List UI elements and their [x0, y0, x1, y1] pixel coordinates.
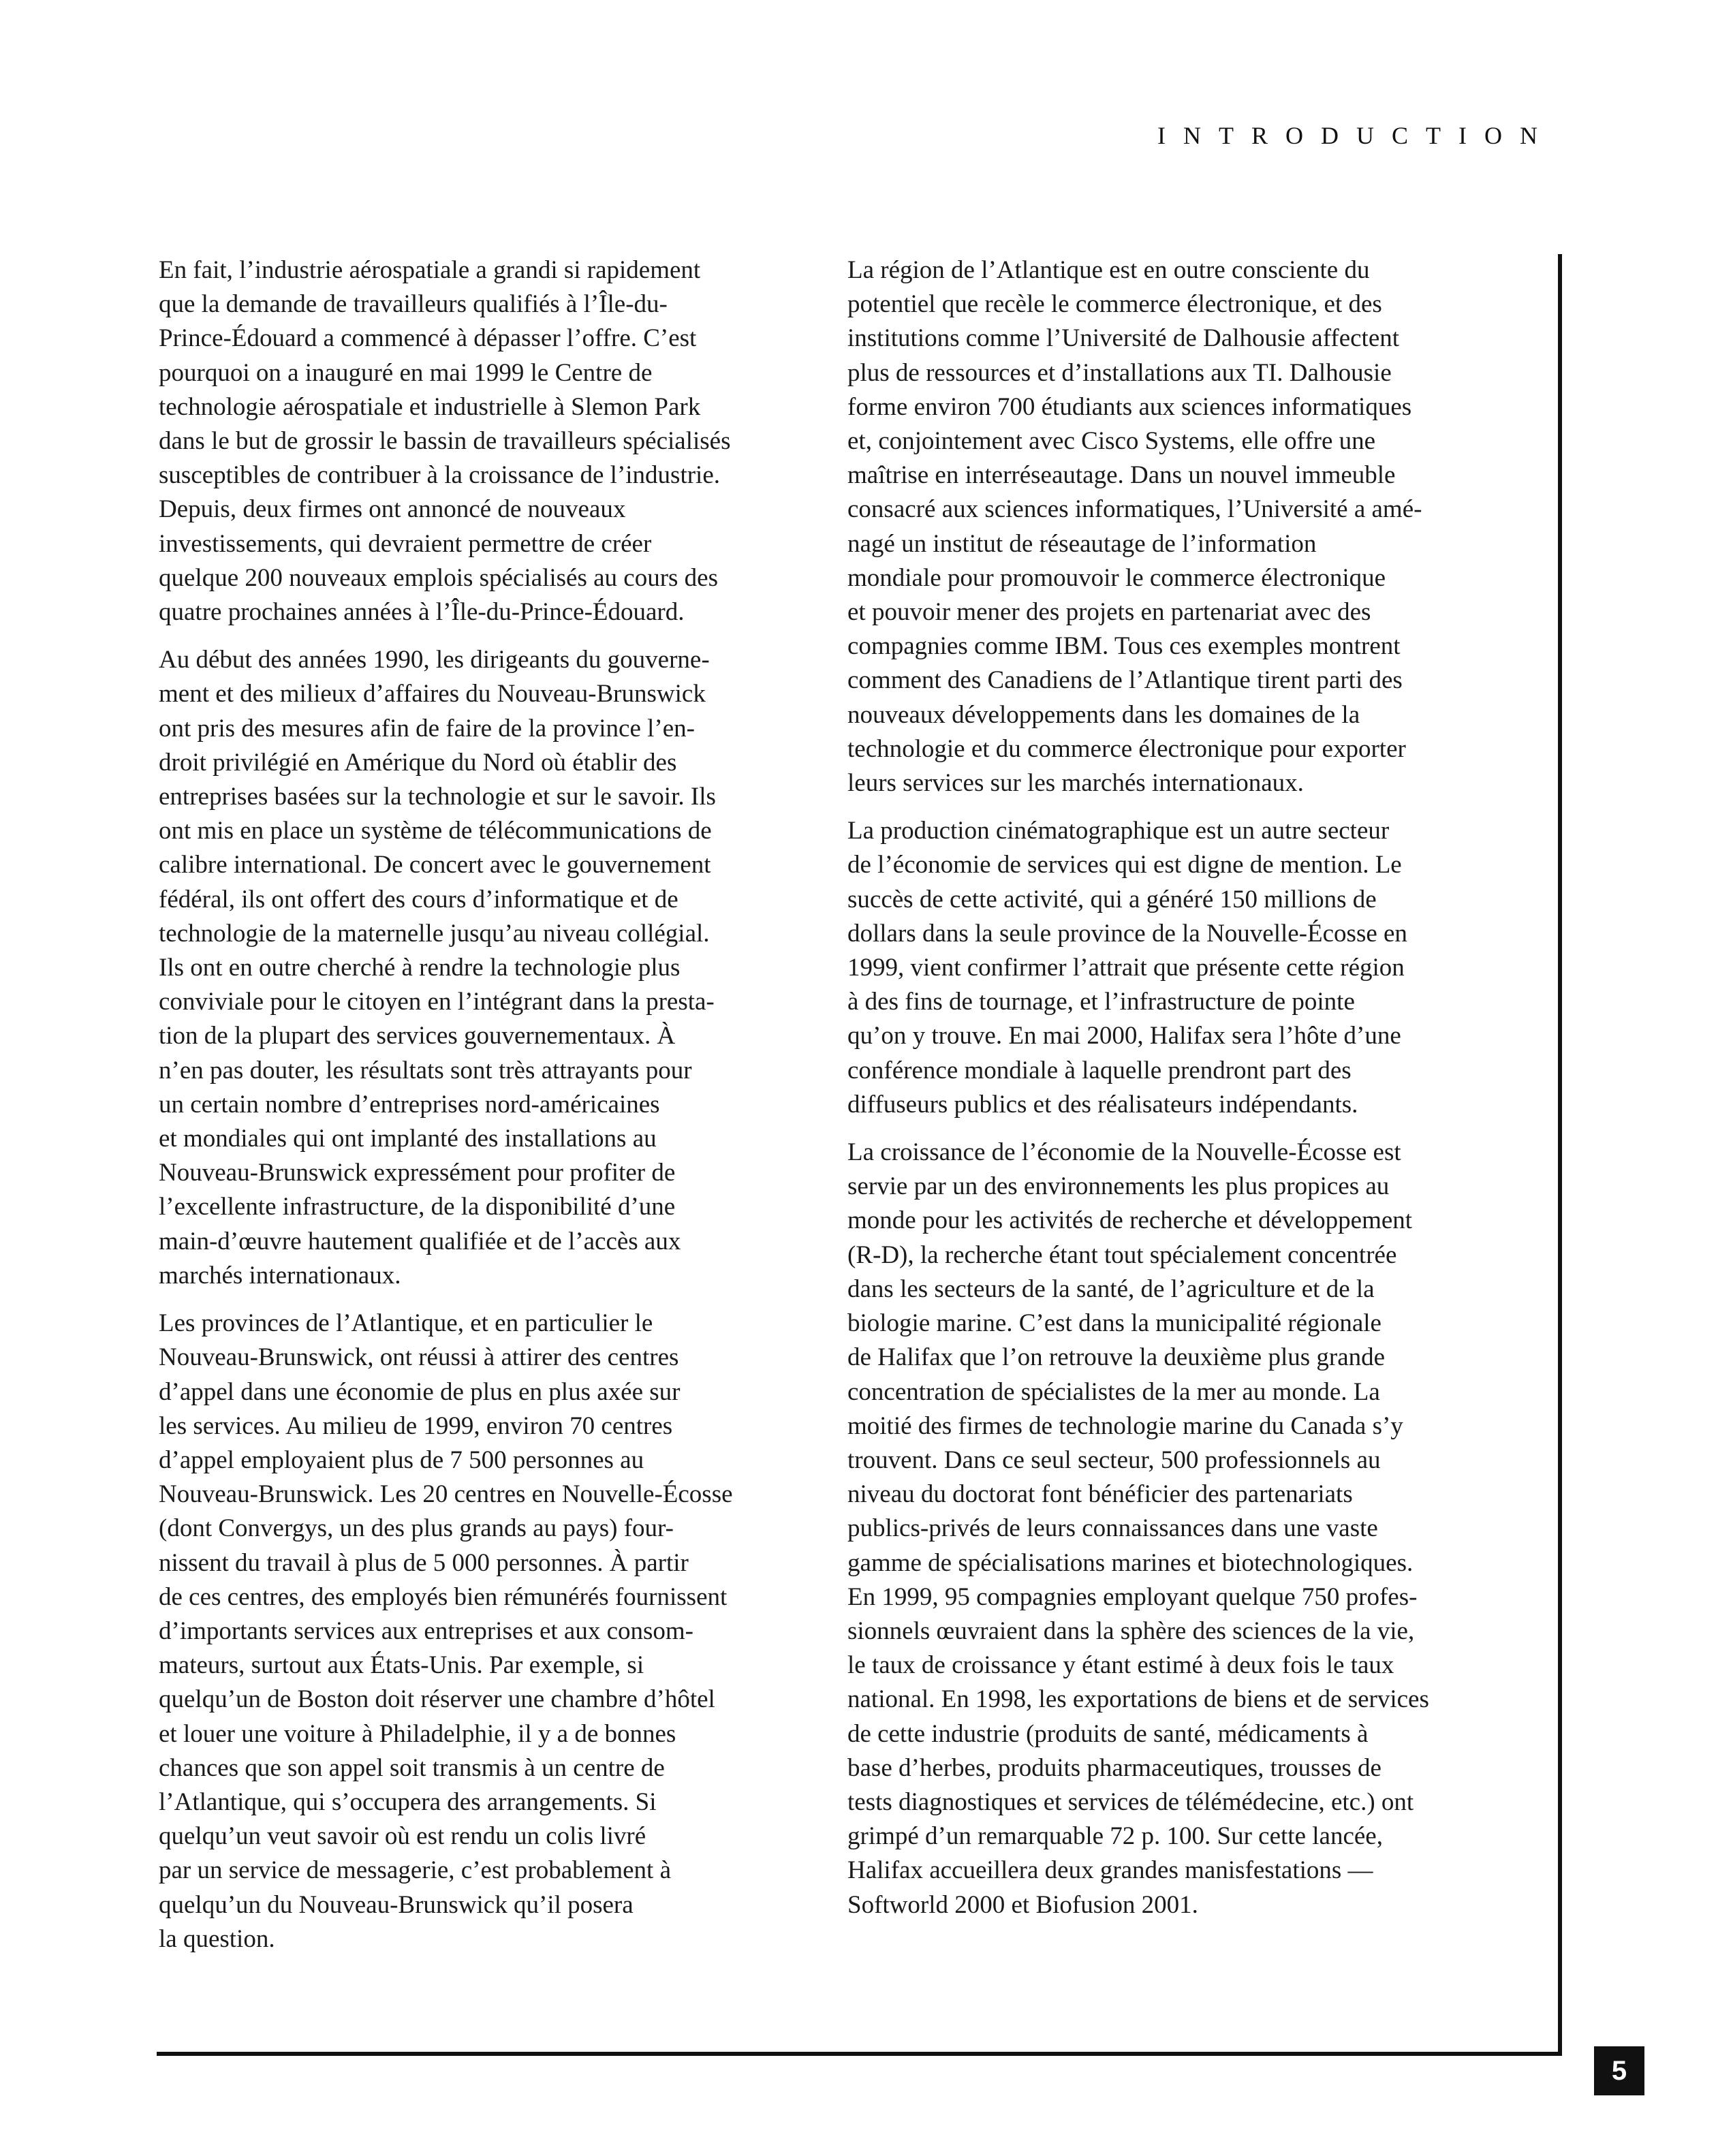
- bottom-border-rule: [157, 2052, 1562, 2056]
- paragraph-research-development: La croissance de l’économie de la Nouvelle-Écosse est servie par un des environnements les plus propices au monde pour les activités de recherche et développement (R-D), la recherche étant tout spécialement concentrée dans les secteurs de la santé, de l’agriculture et de la biologie marine. C’est dans la municipalité régionale de Halifax que l’on retrouve la deuxième plus grande concentration de spécialistes de la mer au monde. La moitié des firmes de technologie marine du Canada s’y trouvent. Dans ce seul secteur, 500 professionnels au niveau du doctorat font bénéficier des partenariats publics-privés de leurs connaissances dans une vaste gamme de spécialisations marines et biotechnologiques. En 1999, 95 compagnies employant quelque 750 profes- sionnels œuvraient dans la sphère des sciences de la vie, le taux de croissance y étant estimé à deux fois le taux national. En 1998, les exportations de biens et de services de cette industrie (produits de santé, médicaments à base d’herbes, produits pharmaceutiques, trousses de tests diagnostiques et services de télémédecine, etc.) ont grimpé d’un remarquable 72 p. 100. Sur cette lancée, Halifax accueillera deux grandes manisfestations — Softworld 2000 et Biofusion 2001.: [847, 1138, 1429, 1919]
- left-column: [159, 253, 772, 1970]
- right-column: [847, 253, 1461, 1936]
- paragraph-e-commerce: La région de l’Atlantique est en outre consciente du potentiel que recèle le commerce électronique, et des institutions comme l’Université de Dalhousie affectent plus de ressources et d’installations aux TI. Dalhousie forme environ 700 étudiants aux sciences informatiques et, conjointement avec Cisco Systems, elle offre une maîtrise en interréseautage. Dans un nouvel immeuble consacré aux sciences informatiques, l’Université a amé- nagé un institut de réseautage de l’information mondiale pour promouvoir le commerce électronique et pouvoir mener des projets en partenariat avec des compagnies comme IBM. Tous ces exemples montrent comment des Canadiens de l’Atlantique tirent parti des nouveaux développements dans les domaines de la technologie et du commerce électronique pour exporter leurs services sur les marchés internationaux.: [847, 256, 1422, 798]
- paragraph-new-brunswick: Au début des années 1990, les dirigeants du gouverne- ment et des milieux d’affaires du Nouveau-Brunswick ont pris des mesures afin de faire de la province l’en- droit privilégié en Amérique du Nord où établir des entreprises basées sur la technologie et sur le savoir. Ils ont mis en place un système de télécommunications de calibre international. De concert avec le gouvernement fédéral, ils ont offert des cours d’informatique et de technologie de la maternelle jusqu’au niveau collégial. Ils ont en outre cherché à rendre la technologie plus conviviale pour le citoyen en l’intégrant dans la presta- tion de la plupart des services gouvernementaux. À n’en pas douter, les résultats sont très attrayants pour un certain nombre d’entreprises nord-américaines et mondiales qui ont implanté des installations au Nouveau-Brunswick expressément pour profiter de l’excellente infrastructure, de la disponibilité d’une main-d’œuvre hautement qualifiée et de l’accès aux marchés internationaux.: [159, 646, 716, 1290]
- paragraph-call-centres: Les provinces de l’Atlantique, et en particulier le Nouveau-Brunswick, ont réussi à attirer des centres d’appel dans une économie de plus en plus axée sur les services. Au milieu de 1999, environ 70 centres d’appel employaient plus de 7 500 personnes au Nouveau-Brunswick. Les 20 centres en Nouvelle-Écosse (dont Convergys, un des plus grands au pays) four- nissent du travail à plus de 5 000 personnes. À partir de ces centres, des employés bien rémunérés fournissent d’importants services aux entreprises et aux consom- mateurs, surtout aux États-Unis. Par exemple, si quelqu’un de Boston doit réserver une chambre d’hôtel et louer une voiture à Philadelphie, il y a de bonnes chances que son appel soit transmis à un centre de l’Atlantique, qui s’occupera des arrangements. Si quelqu’un veut savoir où est rendu un colis livré par un service de messagerie, c’est probablement à quelqu’un du Nouveau-Brunswick qu’il posera la question.: [159, 1309, 733, 1953]
- page-number: 5: [1594, 2046, 1644, 2095]
- running-header: INTRODUCTION: [1157, 122, 1555, 149]
- paragraph-aerospace: En fait, l’industrie aérospatiale a grandi si rapidement que la demande de travailleurs qualifiés à l’Île-du- Prince-Édouard a commencé à dépasser l’offre. C’est pourquoi on a inauguré en mai 1999 le Centre de technologie aérospatiale et industrielle à Slemon Park dans le but de grossir le bassin de travailleurs spécialisés susceptibles de contribuer à la croissance de l’industrie. Depuis, deux firmes ont annoncé de nouveaux investissements, qui devraient permettre de créer quelque 200 nouveaux emplois spécialisés au cours des quatre prochaines années à l’Île-du-Prince-Édouard.: [159, 256, 731, 627]
- right-border-rule: [1558, 254, 1562, 2056]
- paragraph-film-production: La production cinématographique est un autre secteur de l’économie de services qui est digne de mention. Le succès de cette activité, qui a généré 150 millions de dollars dans la seule province de la Nouvelle-Écosse en 1999, vient confirmer l’attrait que présente cette région à des fins de tournage, et l’infrastructure de pointe qu’on y trouve. En mai 2000, Halifax sera l’hôte d’une conférence mondiale à laquelle prendront part des diffuseurs publics et des réalisateurs indépendants.: [847, 817, 1407, 1119]
